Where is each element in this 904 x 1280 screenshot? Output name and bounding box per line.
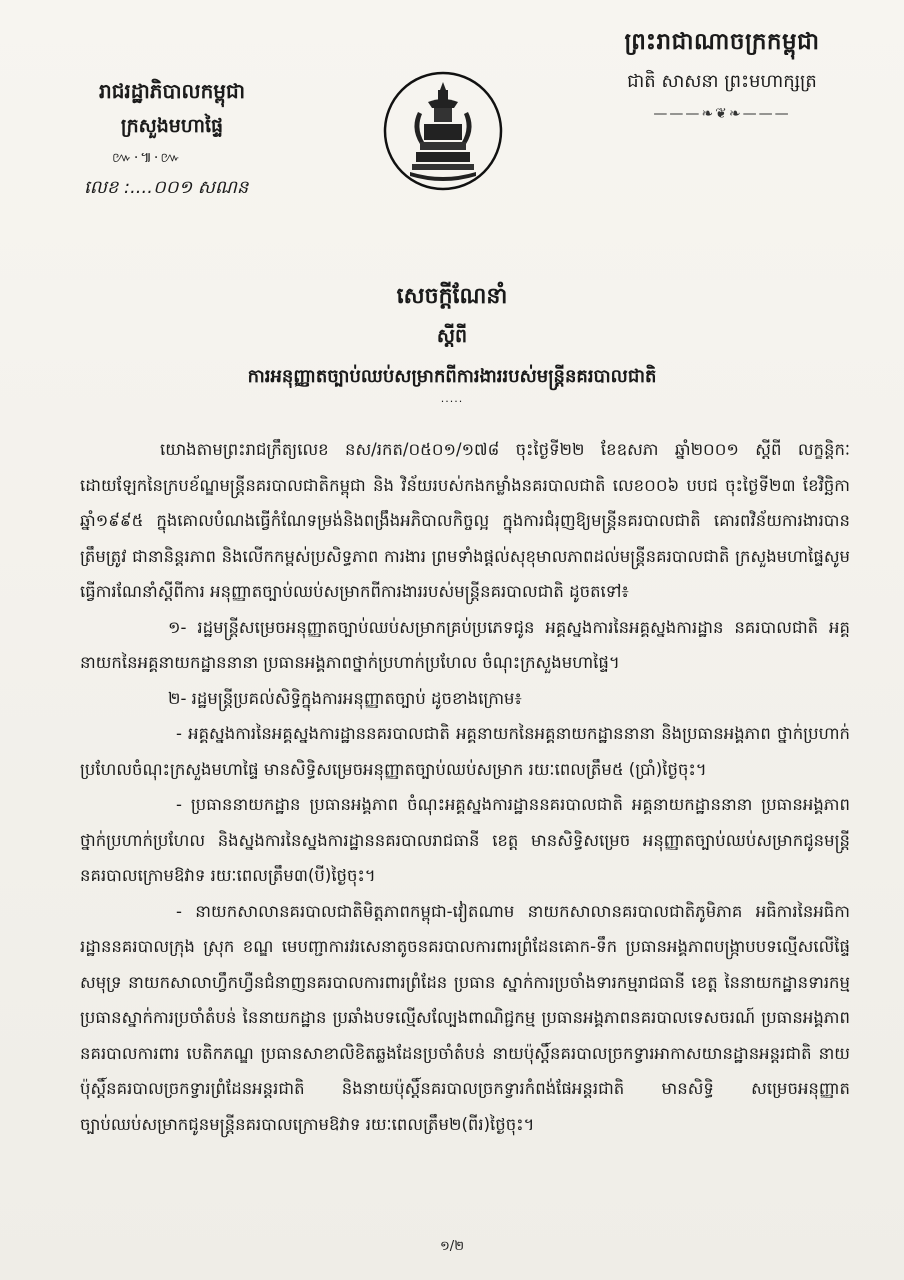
item-2-dash-1: - អគ្គស្នងការនៃអគ្គស្នងការដ្ឋាននគរបាលជាតិ អគ្គនាយកនៃអគ្គនាយកដ្ឋាននានា និងប្រធានអង្គភាព ថ្នាក់ប្រហាក់ប្រហែលចំណុះក្រសួងមហាផ្ទៃ មានសិទ្ធិសម្រេចអនុញ្ញាតច្បាប់ឈប់សម្រាក រយៈពេលត្រឹម៥ (ប្រាំ)ថ្ងៃចុះ។ xyxy=(80,724,850,779)
ministry-ornament: ៚·៕·៚ xyxy=(112,150,183,166)
ornament-divider: ———❧❦❧——— xyxy=(653,106,791,122)
kingdom-motto: ជាតិ សាសនា ព្រះមហាក្សត្រ xyxy=(627,71,817,92)
intro-paragraph: យោងតាមព្រះរាជក្រឹត្យលេខ នស/រកត/០៥០១/១៧៨ ចុះថ្ងៃទី២២ ខែឧសភា ឆ្នាំ២០០១ ស្ដីពី លក្ខន្តិកៈដោយឡែកនៃក្របខ័ណ្ឌមន្ត្រីនគរបាលជាតិកម្ពុជា និង វិន័យរបស់កងកម្លាំងនគរបាលជាតិ លេខ០០៦ បបជ ចុះថ្ងៃទី២៣ ខែវិច្ឆិកា ឆ្នាំ១៩៩៥ ក្នុងគោលបំណងធ្វើកំណែទម្រង់និងពង្រឹងអភិបាលកិច្ចល្អ ក្នុងការជំរុញឱ្យមន្ត្រីនគរបាលជាតិ គោរពវិន័យការងារបានត្រឹមត្រូវ ជានានិន្តរភាព និងលើកកម្ពស់ប្រសិទ្ធភាព ការងារ ព្រមទាំងផ្ដល់សុខុមាលភាពដល់មន្ត្រីនគរបាលជាតិ ក្រសួងមហាផ្ទៃសូមធ្វើការណែនាំស្ដីពីការ អនុញ្ញាតច្បាប់ឈប់សម្រាកពីការងាររបស់មន្ត្រីនគរបាលជាតិ ដូចតទៅ៖ xyxy=(80,440,850,601)
cambodia-royal-emblem-icon xyxy=(380,68,506,194)
ministry-name: ក្រសួងមហាផ្ទៃ xyxy=(120,115,224,137)
reference-number: លេខ :....០០១ សណន xyxy=(84,177,249,198)
item-2: ២- រដ្ឋមន្ត្រីប្រគល់សិទ្ធិក្នុងការអនុញ្ញាតច្បាប់ ដូចខាងក្រោម៖ xyxy=(168,688,522,708)
document-type: សេចក្ដីណែនាំ xyxy=(396,284,508,309)
title-divider: ····· xyxy=(440,395,464,408)
government-name: រាជរដ្ឋាភិបាលកម្ពុជា xyxy=(99,79,245,103)
about-label: ស្ដីពី xyxy=(436,325,468,347)
document-body xyxy=(80,432,850,1142)
kingdom-header xyxy=(602,28,842,122)
item-2-dash-3: - នាយកសាលានគរបាលជាតិមិត្តភាពកម្ពុជា-វៀតណាម នាយកសាលានគរបាលជាតិភូមិភាគ អធិការនៃអធិការដ្ឋាននគរបាលក្រុង ស្រុក ខណ្ឌ មេបញ្ជាការវរសេនាតូចនគរបាលការពារព្រំដែនគោក-ទឹក ប្រធានអង្គភាពបង្ក្រាបបទល្មើសលើផ្ទៃសមុទ្រ នាយកសាលាហ្វឹកហ្វឺនជំនាញនគរបាលការពារព្រំដែន ប្រធាន ស្នាក់ការប្រចាំងទារកម្មរាជធានី ខេត្ត នៃនាយកដ្ឋានទារកម្ម ប្រធានស្នាក់ការប្រចាំតំបន់ នៃនាយកដ្ឋាន ប្រឆាំងបទល្មើសល្បែងពាណិជ្ជកម្ម ប្រធានអង្គភាពនគរបាលទេសចរណ៍ ប្រធានអង្គភាពនគរបាលការពារ បេតិកភណ្ឌ ប្រធានសាខាលិខិតឆ្លងដែនប្រចាំតំបន់ នាយប៉ុស្តិ៍នគរបាលច្រកទ្វារអាកាសយានដ្ឋានអន្តរជាតិ នាយប៉ុស្តិ៍នគរបាលច្រកទ្វារព្រំដែនអន្តរជាតិ និងនាយប៉ុស្តិ៍នគរបាលច្រកទ្វារកំពង់ផែអន្តរជាតិ មានសិទ្ធិ សម្រេចអនុញ្ញាតច្បាប់ឈប់សម្រាកជូនមន្ត្រីនគរបាលក្រោមឱវាទ រយៈពេលត្រឹម២(ពីរ)ថ្ងៃចុះ។ xyxy=(80,901,850,1134)
document-subject: ការអនុញ្ញាតច្បាប់ឈប់សម្រាកពីការងាររបស់មន្ត្រីនគរបាលជាតិ xyxy=(247,366,657,387)
item-1: ១- រដ្ឋមន្ត្រីសម្រេចអនុញ្ញាតច្បាប់ឈប់សម្រាកគ្រប់ប្រភេទជូន អគ្គស្នងការនៃអគ្គស្នងការដ្ឋាន នគរបាលជាតិ អគ្គនាយកនៃអគ្គនាយកដ្ឋាននានា ប្រធានអង្គភាពថ្នាក់ប្រហាក់ប្រហែល ចំណុះក្រសួងមហាផ្ទៃ។ xyxy=(80,617,850,672)
item-2-dash-2: - ប្រធាននាយកដ្ឋាន ប្រធានអង្គភាព ចំណុះអគ្គស្នងការដ្ឋាននគរបាលជាតិ អគ្គនាយកដ្ឋាននានា ប្រធានអង្គភាពថ្នាក់ប្រហាក់ប្រហែល និងស្នងការនៃស្នងការដ្ឋាននគរបាលរាជធានី ខេត្ត មានសិទ្ធិសម្រេច អនុញ្ញាតច្បាប់ឈប់សម្រាកជូនមន្ត្រីនគរបាលក្រោមឱវាទ រយៈពេលត្រឹម៣(បី)ថ្ងៃចុះ។ xyxy=(80,795,850,885)
ministry-header xyxy=(72,78,272,202)
page-number: ១/២ xyxy=(439,1239,465,1254)
kingdom-name: ព្រះរាជាណាចក្រកម្ពុជា xyxy=(624,29,820,55)
title-block xyxy=(0,282,904,408)
